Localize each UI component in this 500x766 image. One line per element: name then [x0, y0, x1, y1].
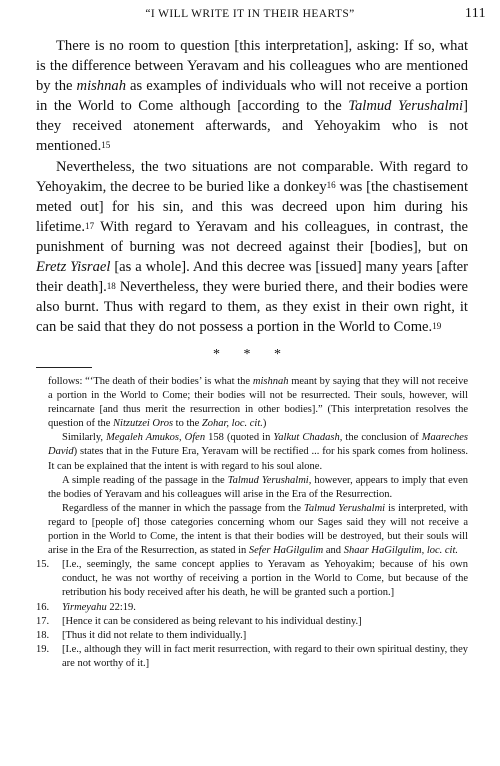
footnote-rule	[36, 367, 92, 368]
footnote-number: 17.	[36, 615, 50, 627]
paragraph-1: There is no room to question [this interpretation], asking: If so, what is the difference between Yeravam and his colleagues who are mentioned by the mishnah as examples of individuals who will not receive a portion in the World to Come although [according to the Talmud Yerushalmi] they received atonement afterwards, and Yehoyakim who is not mentioned.$^{15}$	[36, 38, 468, 155]
footnote-ref-19: 19	[432, 321, 442, 332]
paragraph-2: Nevertheless, the two situations are not comparable. With regard to Yehoyakim, the decree to be buried like a donkey$^{16}$ was [the chastisement meted out] for his sin, and this was decreed upon him during his lifetime.$^{17}$ With regard to Yeravam and his colleagues, in contrast, the punishment of burning was not decreed against their [bodies], but on Eretz Yisrael [as a whole]. And this decree was [issued] many years [after their death].$^{18}$ Nevertheless, they were buried there, and their bodies were also burnt. Thus with regard to them, as they exist in their own right, it can be said that they do not possess a portion in the World to Come.$^{19}$	[36, 158, 469, 336]
running-header	[0, 6, 500, 24]
footnote-16: 16. Yirmeyahu 22:19.	[36, 601, 468, 615]
footnote-15: 15. [I.e., seemingly, the same concept applies to Yeravam as Yehoyakim; because of his own conduct, he was not worthy of receiving a portion in the World to Come, but because of the retribution his body received after his death, he will be granted such a portion.]	[36, 559, 468, 599]
footnote-ref-15: 15	[101, 140, 111, 151]
footnote-18: 18. [Thus it did not relate to them individually.]	[36, 629, 468, 643]
footnote-number: 16.	[36, 601, 50, 613]
footnote-number: 19.	[36, 643, 50, 655]
footnote-number: 15.	[36, 559, 50, 571]
footnotes	[36, 375, 468, 671]
footnote-continuation: follows: “‘The death of their bodies’ is what the mishnah meant by saying that they will not receive a portion in the World to Come; their bodies will not be resurrected. Their souls, however, will reincarnate [and thus merit the resurrection in other bodies].” (This interpretation resolves the question of the Nitzutzei Oros to the Zohar, loc. cit.)	[48, 376, 468, 430]
footnote-paragraph: Similarly, Megaleh Amukos, Ofen 158 (quoted in Yalkut Chadash, the conclusion of Maareches David) states that in the Future Era, Yeravam will be rectified ... for his spark comes from holiness. It can be explained that the intent is with regard to his soul alone.	[48, 432, 468, 472]
footnote-paragraph: Regardless of the manner in which the passage from the Talmud Yerushalmi is interpreted, with regard to [people of] those categories concerning whom our Sages said they will not receive a portion in the World to Come, the intent is that their bodies will be destroyed, but their souls will arise in the Era of the Resurrection, as stated in Sefer HaGilgulim and Shaar HaGilgulim, loc. cit.	[48, 502, 468, 557]
footnote-ref-16: 16	[326, 180, 336, 191]
footnote-19: 19. [I.e., although they will in fact merit resurrection, with regard to their own spiritual destiny, they are not worthy of it.]	[36, 643, 468, 669]
main-text	[36, 36, 468, 366]
footnote-ref-17: 17	[85, 220, 95, 231]
running-title: “I WILL WRITE IT IN THEIR HEARTS”	[145, 8, 355, 20]
section-break: * * *	[213, 347, 291, 363]
footnote-ref-18: 18	[106, 280, 116, 291]
footnote-number: 18.	[36, 629, 50, 641]
page-number: 111	[464, 6, 486, 21]
footnote-17: 17. [Hence it can be considered as being relevant to his individual destiny.]	[36, 615, 468, 629]
footnote-paragraph: A simple reading of the passage in the Talmud Yerushalmi, however, appears to imply that even the bodies of Yeravam and his colleagues will arise in the Era of the Resurrection.	[48, 474, 468, 500]
